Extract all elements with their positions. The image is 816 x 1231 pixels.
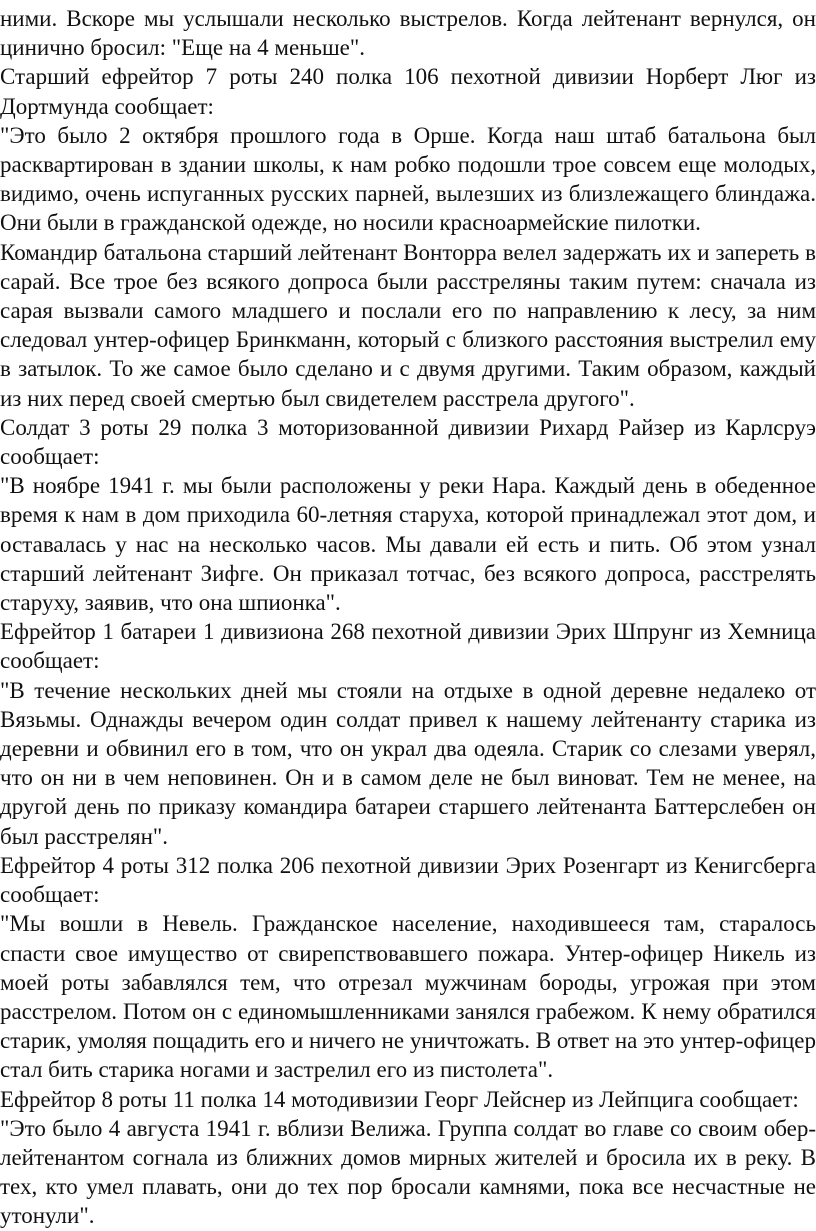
paragraph-nevel-testimony: "Мы вошли в Невель. Гражданское население, находившееся там, старалось спасти свое имущество от свирепствовавшего пожара. Унтер-офицер Никель из моей роты забавлялся тем, что отрезал мужчинам бороды, угрожая при этом расстрелом. Потом он с единомышленниками занялся грабежом. К нему обратился старик, умоляя пощадить его и ничего не уничтожать. В ответ на это унтер-офицер стал бить старика ногами и застрелил его из пистолета". bbox=[0, 911, 816, 1083]
paragraph-witness-lug-intro: Старший ефрейтор 7 роты 240 полка 106 пехотной дивизии Норберт Люг из Дортмунда сообщает: bbox=[0, 64, 816, 119]
paragraph-witness-sprung-intro: Ефрейтор 1 батареи 1 дивизиона 268 пехотной дивизии Эрих Шпрунг из Хемница сообщает: bbox=[0, 619, 816, 674]
paragraph-vyazma-testimony: "В течение нескольких дней мы стояли на отдыхе в одной деревне недалеко от Вязьмы. Однажды вечером один солдат привел к нашему лейтенанту старика из деревни и обвинил его в том, что он украл два одеяла. Старик со слезами уверял, что он ни в чем неповинен. Он и в самом деле не был виноват. Тем не менее, на другой день по приказу командира батареи старшего лейтенанта Баттерслебен он был расстрелян". bbox=[0, 677, 816, 849]
paragraph-witness-leisner-intro: Ефрейтор 8 роты 11 полка 14 мотодивизии Георг Лейснер из Лейпцига сообщает: bbox=[0, 1086, 799, 1112]
paragraph-vontorra-shooting: Командир батальона старший лейтенант Вонторра велел задержать их и запереть в сарай. Все трое без всякого допроса были расстреляны таким путем: сначала из сарая вызвали самого младшего и послали его по направлению к лесу, за ним следовал унтер-офицер Бринкманн, который с близкого расстояния выстрелил ему в затылок. То же самое было сделано и с двумя другими. Таким образом, каждый из них перед своей смертью был свидетелем расстрела другого". bbox=[0, 239, 816, 411]
paragraph-orsha-testimony: "Это было 2 октября прошлого года в Орше. Когда наш штаб батальона был расквартирован в здании школы, к нам робко подошли трое совсем еще молодых, видимо, очень испуганных русских парней, вылезших из близлежащего блиндажа. Они были в гражданской одежде, но носили красноармейские пилотки. bbox=[0, 122, 816, 236]
paragraph-witness-rosengart-intro: Ефрейтор 4 роты 312 полка 206 пехотной дивизии Эрих Розенгарт из Кенигсберга сообщает: bbox=[0, 852, 816, 908]
paragraph-nara-testimony: "В ноябре 1941 г. мы были расположены у реки Нара. Каждый день в обеденное время к нам в дом приходила 60-летняя старуха, которой принадлежал этот дом, и оставалась у нас на несколько часов. Мы давали ей есть и пить. Об этом узнал старший лейтенант Зифге. Он приказал тотчас, без всякого допроса, расстрелять старуху, заявив, что она шпионка". bbox=[0, 473, 816, 616]
paragraph-lieutenant-returned: ними. Вскоре мы услышали несколько выстрелов. Когда лейтенант вернулся, он цинично бросил: "Еще на 4 меньше". bbox=[0, 6, 816, 61]
paragraph-witness-raiser-intro: Солдат 3 роты 29 полка 3 моторизованной дивизии Рихард Райзер из Карлсруэ сообщает: bbox=[0, 414, 816, 470]
paragraph-velizh-testimony: "Это было 4 августа 1941 г. вблизи Велижа. Группа солдат во главе со своим обер-лейтенантом согнала из ближних домов мирных жителей и бросила их в реку. В тех, кто умел плавать, они до тех пор бросали камнями, пока все несчастные не утонули". bbox=[0, 1115, 816, 1229]
